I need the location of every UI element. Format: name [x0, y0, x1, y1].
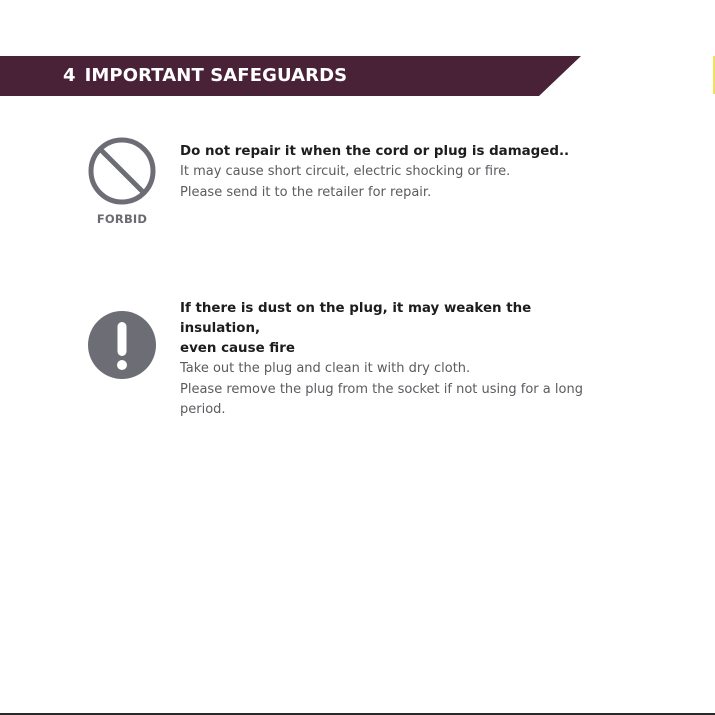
- safeguard-text: [180, 299, 610, 421]
- safeguard-text: [180, 142, 610, 203]
- safeguard-body-line: Take out the plug and clean it with dry cloth.: [180, 361, 471, 376]
- warning-icon-group: [86, 310, 158, 380]
- forbid-icon: [87, 136, 157, 206]
- safeguard-heading: If there is dust on the plug, it may weaken the insulation,: [180, 301, 532, 336]
- section-header-banner: [0, 56, 581, 96]
- forbid-icon-group: [86, 136, 158, 226]
- forbid-label: FORBID: [96, 212, 148, 226]
- safeguard-body-line: period.: [180, 402, 226, 417]
- section-title-text: IMPORTANT SAFEGUARDS: [84, 65, 348, 86]
- section-number: 4: [63, 65, 76, 86]
- safeguard-heading: Do not repair it when the cord or plug is damaged..: [180, 144, 570, 159]
- safeguard-body-line: Please remove the plug from the socket if not using for a long: [180, 381, 583, 397]
- safeguard-body-line: It may cause short circuit, electric shocking or fire.: [180, 164, 511, 179]
- section-title: [63, 56, 347, 96]
- warning-exclamation-icon: [87, 310, 157, 380]
- safeguard-body-line: Please send it to the retailer for repair.: [180, 184, 432, 200]
- safeguard-heading: even cause fire: [180, 341, 295, 356]
